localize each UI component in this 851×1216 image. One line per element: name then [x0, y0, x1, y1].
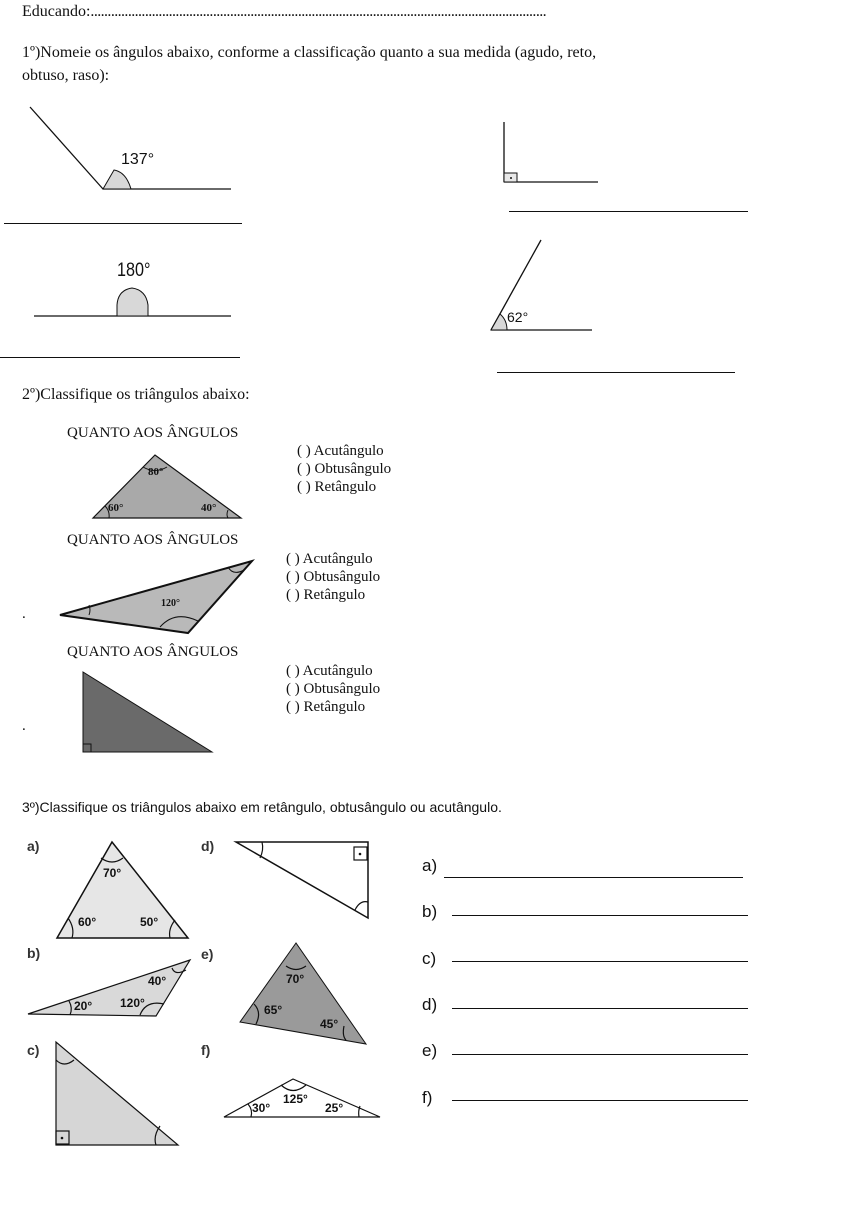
option-acutangulo-1[interactable]: ( ) Acutângulo — [297, 443, 384, 459]
tri2-angle-label: 120° — [161, 598, 180, 609]
q3-answer-line-a[interactable] — [444, 877, 743, 878]
q3e-angle-right: 45° — [320, 1017, 339, 1031]
q3-triangle-a — [57, 842, 188, 938]
option-retangulo-1[interactable]: ( ) Retângulo — [297, 479, 377, 495]
q3-answer-label-c: c) — [422, 949, 437, 968]
q3-triangle-e — [240, 943, 366, 1044]
tri1-angle-right: 40° — [201, 502, 217, 514]
q2-marker-1: . — [22, 606, 26, 622]
angle-137-label: 137° — [121, 151, 155, 168]
q3-answer-label-f: f) — [422, 1088, 433, 1107]
q3-letter-c: c) — [27, 1042, 40, 1058]
q3-answer-line-f[interactable] — [452, 1100, 748, 1101]
q3-answer-label-d: d) — [422, 995, 438, 1014]
option-acutangulo-3[interactable]: ( ) Acutângulo — [286, 663, 373, 679]
q3-triangle-c — [56, 1042, 178, 1145]
q3b-angle-right: 120° — [120, 996, 145, 1010]
q2-heading-1: QUANTO AOS ÂNGULOS — [67, 425, 239, 441]
q3a-angle-top: 70° — [103, 866, 122, 880]
option-obtusangulo-3[interactable]: ( ) Obtusângulo — [286, 681, 381, 697]
q1-prompt-line2: obtuso, raso): — [22, 67, 110, 84]
q3e-angle-top: 70° — [286, 972, 305, 986]
option-obtusangulo-1[interactable]: ( ) Obtusângulo — [297, 461, 392, 477]
option-retangulo-3[interactable]: ( ) Retângulo — [286, 699, 366, 715]
student-label: Educando: — [22, 3, 91, 20]
q3-prompt: 3º)Classifique os triângulos abaixo em retângulo, obtusângulo ou acutângulo. — [22, 799, 502, 815]
q2-heading-2: QUANTO AOS ÂNGULOS — [67, 532, 239, 548]
q3a-angle-left: 60° — [78, 915, 97, 929]
angle-180-label: 180° — [117, 260, 151, 281]
tri1-angle-left: 60° — [108, 502, 124, 514]
option-acutangulo-2[interactable]: ( ) Acutângulo — [286, 551, 373, 567]
student-dots: ...................................................................................................................................... — [90, 3, 547, 20]
q3-answer-line-d[interactable] — [452, 1008, 748, 1009]
q3a-angle-right: 50° — [140, 915, 159, 929]
q3b-angle-left: 20° — [74, 999, 93, 1013]
q2-heading-3: QUANTO AOS ÂNGULOS — [67, 644, 239, 660]
q3f-angle-left: 30° — [252, 1101, 271, 1115]
q3-answer-label-a: a) — [422, 856, 438, 875]
option-retangulo-2[interactable]: ( ) Retângulo — [286, 587, 366, 603]
q3-letter-f: f) — [201, 1042, 211, 1058]
q3-answer-line-b[interactable] — [452, 915, 748, 916]
q3f-angle-right: 25° — [325, 1101, 344, 1115]
q3-triangle-b — [28, 960, 190, 1016]
q3-answer-line-e[interactable] — [452, 1054, 748, 1055]
angle-62-label: 62° — [507, 309, 529, 325]
option-obtusangulo-2[interactable]: ( ) Obtusângulo — [286, 569, 381, 585]
q1-prompt-line1: 1º)Nomeie os ângulos abaixo, conforme a classificação quanto a sua medida (agudo, reto, — [22, 44, 597, 61]
q3-letter-e: e) — [201, 946, 214, 962]
q3-answer-label-e: e) — [422, 1041, 438, 1060]
q3-answer-label-b: b) — [422, 902, 438, 921]
q3-answer-line-c[interactable] — [452, 961, 748, 962]
q2-prompt: 2º)Classifique os triângulos abaixo: — [22, 386, 250, 403]
q3-letter-b: b) — [27, 945, 41, 961]
tri1-angle-top: 80° — [148, 466, 164, 478]
q3-triangle-d — [236, 842, 368, 918]
q3e-angle-left: 65° — [264, 1003, 283, 1017]
q3-letter-a: a) — [27, 838, 40, 854]
q3f-angle-top: 125° — [283, 1092, 308, 1106]
q3-letter-d: d) — [201, 838, 215, 854]
q3b-angle-top: 40° — [148, 974, 167, 988]
q2-marker-2: . — [22, 718, 26, 734]
